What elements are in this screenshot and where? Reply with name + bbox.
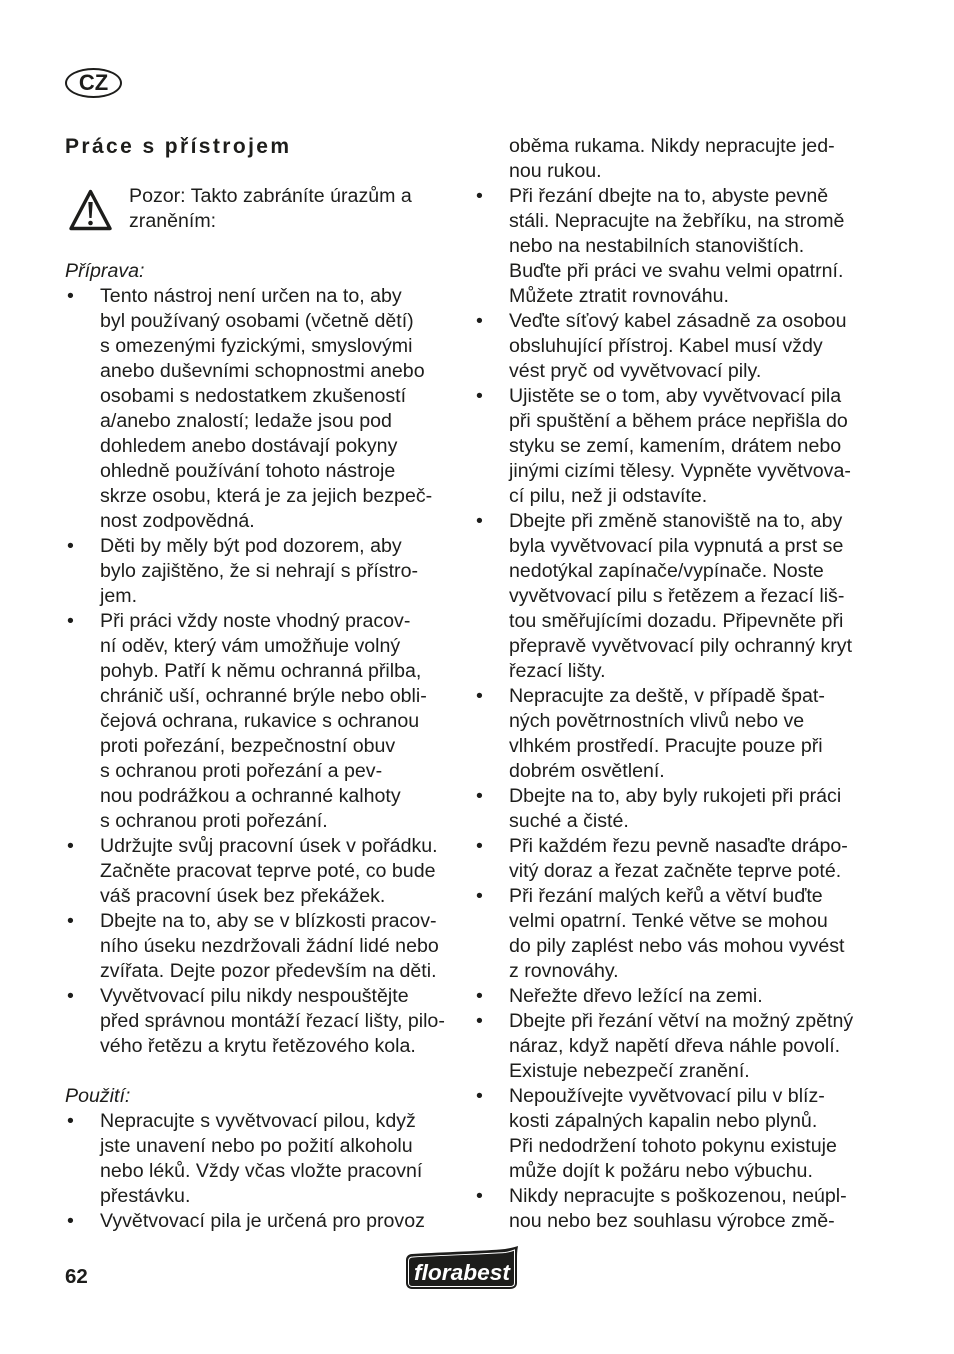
text-line: • Při řezání dbejte na to, abyste pevně — [509, 184, 829, 207]
text-line: může dojít k požáru nebo výbuchu. — [509, 1159, 813, 1182]
text-line: • Ujistěte se o tom, aby vyvětvovací pila — [509, 384, 842, 407]
text-line: cí pilu, než ji odstavíte. — [509, 484, 708, 507]
text-line: náraz, když napětí dřeva náhle povolí. — [509, 1034, 841, 1057]
text-line: • Neřežte dřevo ležící na zemi. — [509, 984, 763, 1007]
text-line: nebo na nestabilních stanovištích. — [509, 234, 805, 257]
list-item — [474, 184, 894, 309]
text-line: oběma rukama. Nikdy nepracujte jed- — [509, 134, 835, 157]
text-line: styku se zemí, kamením, drátem nebo — [509, 434, 842, 457]
list-item — [474, 509, 894, 684]
text-line: nebo léků. Vždy včas vložte pracovní — [100, 1159, 423, 1182]
text-line: vyvětvovací pilu s řetězem a řezací liš- — [509, 584, 845, 607]
text-line: • Dbejte na to, aby se v blízkosti pracov- — [100, 909, 437, 932]
text-line: suché a čisté. — [509, 809, 629, 832]
list-item — [474, 1184, 894, 1234]
preparation-list — [65, 284, 460, 1059]
text-line: čejová ochrana, rukavice s ochranou — [100, 709, 420, 732]
list-item — [474, 309, 894, 384]
use-list — [65, 1109, 460, 1234]
text-line: • Při práci vždy noste vhodný pracov- — [100, 609, 411, 632]
text-line: tou směřujícími dozadu. Připevněte při — [509, 609, 844, 632]
text-line: byla vyvětvovací pila vypnutá a prst se — [509, 534, 844, 557]
text-line: pohyb. Patří k němu ochranná přilba, — [100, 659, 422, 682]
text-line: do pily zaplést nebo vás mohou vyvést — [509, 934, 845, 957]
list-item — [474, 984, 894, 1009]
spacer — [65, 234, 460, 259]
page-number: 62 — [65, 1264, 88, 1288]
warning-triangle-icon — [68, 188, 113, 232]
text-line: kosti zápalných kapalin nebo plynů. — [509, 1109, 818, 1132]
text-line: přepravě vyvětvovací pily ochranný kryt — [509, 634, 853, 657]
text-line: Při nedodržení tohoto pokynu existuje — [509, 1134, 837, 1157]
left-column — [65, 134, 460, 1234]
text-line: ných povětrnostních vlivů nebo ve — [509, 709, 805, 732]
list-item — [65, 1209, 460, 1234]
list-item — [474, 384, 894, 509]
logo-text: florabest — [414, 1260, 512, 1285]
text-line: nou podrážkou a ochranné kalhoty — [100, 784, 401, 807]
text-line: s omezenými fyzickými, smyslovými — [100, 334, 413, 357]
subsection-title-use: Použití: — [65, 1084, 131, 1107]
text-line: jem. — [100, 584, 138, 607]
text-line: ního úseku nezdržovali žádní lidé nebo — [100, 934, 439, 957]
text-line: stáli. Nepracujte na žebříku, na stromě — [509, 209, 845, 232]
text-line: při spuštění a během práce nepřišla do — [509, 409, 848, 432]
use-list-continued — [474, 184, 894, 1234]
text-line: • Dbejte při řezání větví na možný zpětný — [509, 1009, 854, 1032]
text-line: ohledně používání tohoto nástroje — [100, 459, 396, 482]
text-line: z rovnováhy. — [509, 959, 619, 982]
text-line: nost zodpovědná. — [100, 509, 255, 532]
text-line: Začněte pracovat teprve poté, co bude — [100, 859, 436, 882]
text-line: • Při řezání malých keřů a větví buďte — [509, 884, 823, 907]
text-line: • Nepracujte s vyvětvovací pilou, když — [100, 1109, 416, 1132]
text-line: s ochranou proti pořezání. — [100, 809, 328, 832]
text-line: vlhkém prostředí. Pracujte pouze při — [509, 734, 823, 757]
text-line: nou nebo bez souhlasu výrobce změ- — [509, 1209, 835, 1232]
text-line: Existuje nebezpečí zranění. — [509, 1059, 750, 1082]
text-line: nou rukou. — [509, 159, 602, 182]
language-badge — [65, 68, 122, 98]
text-line: ní oděv, který vám umožňuje volný — [100, 634, 401, 657]
text-line: • Děti by měly být pod dozorem, aby — [100, 534, 402, 557]
text-line: • Veďte síťový kabel zásadně za osobou — [509, 309, 847, 332]
list-item — [474, 834, 894, 884]
list-item — [65, 534, 460, 609]
list-item — [474, 684, 894, 784]
text-line: dobrém osvětlení. — [509, 759, 665, 782]
text-line: byl používaný osobami (včetně dětí) — [100, 309, 414, 332]
text-line: a/anebo znalostí; ledaže jsou pod — [100, 409, 392, 432]
text-line: proti pořezání, bezpečnostní obuv — [100, 734, 396, 757]
list-item — [65, 984, 460, 1059]
text-line: osobami s nedostatkem zkušeností — [100, 384, 407, 407]
section-heading: Práce s přístrojem — [65, 134, 292, 158]
spacer — [65, 159, 460, 184]
subsection-title-preparation: Příprava: — [65, 259, 145, 282]
text-line: • Nikdy nepracujte s poškozenou, neúpl- — [509, 1184, 847, 1207]
list-item — [65, 609, 460, 834]
text-line: velmi opatrní. Tenké větve se mohou — [509, 909, 828, 932]
text-line: obsluhující přístroj. Kabel musí vždy — [509, 334, 823, 357]
text-line: jste unavení nebo po požití alkoholu — [100, 1134, 413, 1157]
text-line: vého řetězu a krytu řetězového kola. — [100, 1034, 416, 1057]
text-line: • Nepracujte za deště, v případě špat- — [509, 684, 825, 707]
text-line: dohledem anebo dostávají pokyny — [100, 434, 398, 457]
list-item — [65, 909, 460, 984]
spacer — [65, 1059, 460, 1084]
text-line: bylo zajištěno, že si nehrají s přístro- — [100, 559, 418, 582]
text-line: Buďte při práci ve svahu velmi opatrní. — [509, 259, 844, 282]
text-line: • Dbejte při změně stanoviště na to, aby — [509, 509, 843, 532]
continued-list-item — [474, 134, 894, 184]
text-line: nedotýkal zapínače/vypínače. Noste — [509, 559, 824, 582]
warning-note — [65, 184, 460, 234]
text-line: jinými cizími tělesy. Vypněte vyvětvova- — [509, 459, 851, 482]
text-line: váš pracovní úsek bez překážek. — [100, 884, 386, 907]
list-item — [474, 1009, 894, 1084]
text-line: vitý doraz a řezat začněte teprve poté. — [509, 859, 842, 882]
text-line: • Vyvětvovací pila je určená pro provoz — [100, 1209, 425, 1232]
text-line: • Nepoužívejte vyvětvovací pilu v blíz- — [509, 1084, 825, 1107]
text-line: před správnou montáží řezací lišty, pilo- — [100, 1009, 445, 1032]
list-item — [474, 884, 894, 984]
text-line: • Při každém řezu pevně nasaďte drápo- — [509, 834, 848, 857]
list-item — [65, 1109, 460, 1209]
list-item — [474, 784, 894, 834]
florabest-logo — [405, 1246, 520, 1290]
text-line: řezací lišty. — [509, 659, 606, 682]
warning-text-line: Pozor: Takto zabráníte úrazům a — [129, 184, 412, 207]
text-line: • Udržujte svůj pracovní úsek v pořádku. — [100, 834, 438, 857]
text-line: s ochranou proti pořezání a pev- — [100, 759, 383, 782]
text-line: Můžete ztratit rovnováhu. — [509, 284, 729, 307]
warning-text-line: zraněním: — [129, 209, 217, 232]
text-line: chránič uší, ochranné brýle nebo obli- — [100, 684, 427, 707]
text-line: • Vyvětvovací pilu nikdy nespouštějte — [100, 984, 409, 1007]
text-line: zvířata. Dejte pozor především na děti. — [100, 959, 437, 982]
text-line: skrze osobu, která je za jejich bezpeč- — [100, 484, 433, 507]
text-line: přestávku. — [100, 1184, 191, 1207]
text-line: • Dbejte na to, aby byly rukojeti při práci — [509, 784, 842, 807]
text-line: anebo duševními schopnostmi anebo — [100, 359, 425, 382]
text-line: • Tento nástroj není určen na to, aby — [100, 284, 402, 307]
list-item — [474, 1084, 894, 1184]
right-column — [474, 134, 894, 1234]
list-item — [65, 834, 460, 909]
language-badge-label: CZ — [78, 70, 109, 95]
text-line: vést pryč od vyvětvovací pily. — [509, 359, 762, 382]
list-item — [65, 284, 460, 534]
